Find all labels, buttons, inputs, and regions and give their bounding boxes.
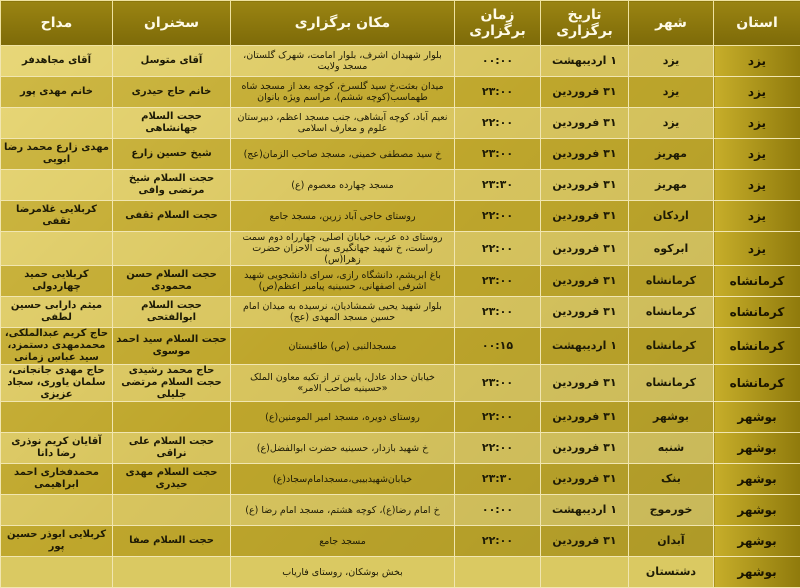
speaker-cell (113, 495, 231, 526)
eulogist-cell: آقایان کریم نوذری رضا دانا (1, 433, 113, 464)
time-cell: ۲۳:۰۰ (455, 297, 541, 328)
eulogist-cell (1, 402, 113, 433)
time-cell (455, 557, 541, 588)
city-cell: یزد (629, 108, 714, 139)
city-cell: یزد (629, 46, 714, 77)
place-cell: مسجدالنبی (ص) طاقبستان (231, 328, 455, 365)
time-cell: ۲۲:۰۰ (455, 526, 541, 557)
header-time: زمان برگزاری (455, 1, 541, 46)
table-row (1, 232, 800, 266)
speaker-cell: حجت السلام سید احمد موسوی (113, 328, 231, 365)
city-cell: شنبه (629, 433, 714, 464)
table-row (1, 402, 800, 433)
time-cell: ۰۰:۰۰ (455, 46, 541, 77)
time-cell: ۲۳:۰۰ (455, 266, 541, 297)
province-cell: یزد (714, 201, 800, 232)
speaker-cell: حجت السلام شیخ مرتضی وافی (113, 170, 231, 201)
speaker-cell: آقای متوسل (113, 46, 231, 77)
eulogist-cell: کربلایی ابوذر حسین پور (1, 526, 113, 557)
speaker-cell (113, 557, 231, 588)
date-cell: ۱ اردیبهشت (541, 328, 629, 365)
eulogist-cell: کربلایی غلامرضا ثقفی (1, 201, 113, 232)
place-cell: خیابان حداد عادل، پایین تر از تکیه معاون الملک «حسینیه صاحب الامر» (231, 365, 455, 402)
date-cell: ۳۱ فروردین (541, 266, 629, 297)
province-cell: یزد (714, 77, 800, 108)
province-cell: کرمانشاه (714, 365, 800, 402)
header-province: استان (714, 1, 800, 46)
time-cell: ۲۲:۰۰ (455, 201, 541, 232)
city-cell: کرمانشاه (629, 266, 714, 297)
date-cell: ۳۱ فروردین (541, 526, 629, 557)
table-row (1, 139, 800, 170)
eulogist-cell (1, 495, 113, 526)
province-cell: کرمانشاه (714, 328, 800, 365)
table-row (1, 46, 800, 77)
province-cell: کرمانشاه (714, 266, 800, 297)
city-cell: دشتستان (629, 557, 714, 588)
city-cell: کرمانشاه (629, 297, 714, 328)
time-cell: ۲۲:۰۰ (455, 433, 541, 464)
province-cell: بوشهر (714, 433, 800, 464)
eulogist-cell (1, 557, 113, 588)
speaker-cell: حجت السلام جهانشاهی (113, 108, 231, 139)
table-row (1, 201, 800, 232)
eulogist-cell: حاج کریم عبدالملکی، محمدمهدی دستمزد، سید عباس زمانی (1, 328, 113, 365)
city-cell: بوشهر (629, 402, 714, 433)
time-cell: ۲۳:۰۰ (455, 139, 541, 170)
city-cell: کرمانشاه (629, 365, 714, 402)
date-cell: ۳۱ فروردین (541, 201, 629, 232)
province-cell: یزد (714, 46, 800, 77)
table-row (1, 433, 800, 464)
province-cell: یزد (714, 108, 800, 139)
table-row (1, 526, 800, 557)
eulogist-cell (1, 170, 113, 201)
time-cell: ۲۲:۰۰ (455, 232, 541, 266)
time-cell: ۲۳:۰۰ (455, 365, 541, 402)
speaker-cell: حجت السلام صفا (113, 526, 231, 557)
table-row (1, 170, 800, 201)
eulogist-cell: میثم دارابی حسین لطفی (1, 297, 113, 328)
eulogist-cell: خانم مهدی پور (1, 77, 113, 108)
time-cell: ۰۰:۱۵ (455, 328, 541, 365)
table-row (1, 297, 800, 328)
place-cell: خ شهید بازدار، حسینیه حضرت ابوالفضل(ع) (231, 433, 455, 464)
eulogist-cell: محمدفخاری احمد ابراهیمی (1, 464, 113, 495)
date-cell (541, 557, 629, 588)
province-cell: بوشهر (714, 557, 800, 588)
table-row (1, 464, 800, 495)
table-row (1, 77, 800, 108)
speaker-cell: شیخ حسین زارع (113, 139, 231, 170)
place-cell: میدان بعثت،خ سید گلسرخ، کوچه بعد از مسجد شاه طهماسب(کوچه ششم)، مراسم ویژه بانوان (231, 77, 455, 108)
city-cell: اردکان (629, 201, 714, 232)
place-cell: بخش بوشکان، روستای فاریاب (231, 557, 455, 588)
place-cell: مسجد چهارده معصوم (ع) (231, 170, 455, 201)
date-cell: ۳۱ فروردین (541, 232, 629, 266)
speaker-cell (113, 232, 231, 266)
province-cell: بوشهر (714, 402, 800, 433)
header-date: تاریخ برگزاری (541, 1, 629, 46)
date-cell: ۳۱ فروردین (541, 77, 629, 108)
city-cell: یزد (629, 77, 714, 108)
speaker-cell: حجت السلام حسن محمودی (113, 266, 231, 297)
time-cell: ۲۳:۳۰ (455, 170, 541, 201)
province-cell: یزد (714, 139, 800, 170)
place-cell: روستای دویره، مسجد امیر المومنین(ع) (231, 402, 455, 433)
date-cell: ۳۱ فروردین (541, 139, 629, 170)
speaker-cell: حجت السلام ثقفی (113, 201, 231, 232)
speaker-cell: حجت السلام مهدی حیدری (113, 464, 231, 495)
province-cell: بوشهر (714, 526, 800, 557)
place-cell: نعیم آباد، کوچه آبشاهی، جنب مسجد اعظم، دبیرستان علوم و معارف اسلامی (231, 108, 455, 139)
speaker-cell: حاج محمد رشیدی حجت السلام مرتضی جلیلی (113, 365, 231, 402)
place-cell: روستای ده عرب، خیابان اصلی، چهارراه دوم سمت راست، خ شهید جهانگیری بیت الاحزان حضرت زهرا(س) (231, 232, 455, 266)
header-row (1, 1, 800, 46)
eulogist-cell (1, 232, 113, 266)
date-cell: ۳۱ فروردین (541, 433, 629, 464)
time-cell: ۲۳:۳۰ (455, 464, 541, 495)
province-cell: یزد (714, 170, 800, 201)
place-cell: روستای حاجی آباد زرین، مسجد جامع (231, 201, 455, 232)
city-cell: کرمانشاه (629, 328, 714, 365)
speaker-cell: خانم حاج حیدری (113, 77, 231, 108)
table-row (1, 328, 800, 365)
eulogist-cell: حاج مهدی جانجانی، سلمان یاوری، سجاد عزیزی (1, 365, 113, 402)
city-cell: مهریز (629, 139, 714, 170)
speaker-cell: حجت السلام ابوالفتحی (113, 297, 231, 328)
eulogist-cell: آقای مجاهدفر (1, 46, 113, 77)
place-cell: بلوار شهیدان اشرف، بلوار امامت، شهرک گلستان، مسجد ولایت (231, 46, 455, 77)
city-cell: آبدان (629, 526, 714, 557)
place-cell: بلوار شهید یحیی شمشادیان، نرسیده به میدان امام حسین مسجد المهدی (عج) (231, 297, 455, 328)
eulogist-cell: مهدی زارع محمد رضا ابویی (1, 139, 113, 170)
date-cell: ۳۱ فروردین (541, 108, 629, 139)
place-cell: باغ ابریشم، دانشگاه رازی، سرای دانشجویی شهید اشرفی اصفهانی، حسینیه پیامبر اعظم(ص) (231, 266, 455, 297)
province-cell: بوشهر (714, 495, 800, 526)
place-cell: خیابان‌شهیدبیبی،مسجدامام‌سجاد(ع) (231, 464, 455, 495)
city-cell: ابرکوه (629, 232, 714, 266)
eulogist-cell (1, 108, 113, 139)
city-cell: بنک (629, 464, 714, 495)
city-cell: خورموج (629, 495, 714, 526)
header-place: مکان برگزاری (231, 1, 455, 46)
table-row (1, 495, 800, 526)
table-row (1, 108, 800, 139)
speaker-cell (113, 402, 231, 433)
date-cell: ۱ اردیبهشت (541, 46, 629, 77)
time-cell: ۲۲:۰۰ (455, 108, 541, 139)
province-cell: کرمانشاه (714, 297, 800, 328)
time-cell: ۰۰:۰۰ (455, 495, 541, 526)
header-eulogist: مداح (1, 1, 113, 46)
time-cell: ۲۲:۰۰ (455, 402, 541, 433)
table-row (1, 365, 800, 402)
date-cell: ۳۱ فروردین (541, 464, 629, 495)
province-cell: یزد (714, 232, 800, 266)
eulogist-cell: کربلایی حمید چهاردولی (1, 266, 113, 297)
place-cell: خ امام رضا(ع)، کوچه هشتم، مسجد امام رضا (ع) (231, 495, 455, 526)
date-cell: ۳۱ فروردین (541, 297, 629, 328)
header-speaker: سخنران (113, 1, 231, 46)
province-cell: بوشهر (714, 464, 800, 495)
header-city: شهر (629, 1, 714, 46)
city-cell: مهریز (629, 170, 714, 201)
place-cell: خ سید مصطفی خمینی، مسجد صاحب الزمان(عج) (231, 139, 455, 170)
date-cell: ۳۱ فروردین (541, 170, 629, 201)
date-cell: ۳۱ فروردین (541, 402, 629, 433)
table-row (1, 557, 800, 588)
date-cell: ۳۱ فروردین (541, 365, 629, 402)
date-cell: ۱ اردیبهشت (541, 495, 629, 526)
table-row (1, 266, 800, 297)
time-cell: ۲۳:۰۰ (455, 77, 541, 108)
speaker-cell: حجت السلام علی نراقی (113, 433, 231, 464)
place-cell: مسجد جامع (231, 526, 455, 557)
